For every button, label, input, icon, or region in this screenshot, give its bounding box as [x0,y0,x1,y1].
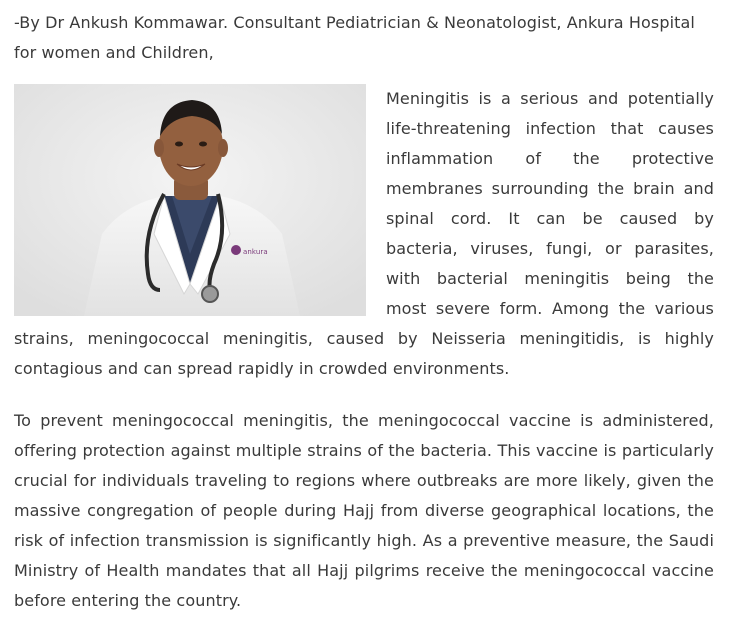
paragraph-1: Meningitis is a serious and potentially life-threatening infection that causes inflammation of the protective membranes surrounding the brain and spinal cord. It can be caused by bacteria, viruses, fungi, or parasites, with bacterial meningitis being the most severe form. Among the various strains, meningococcal meningitis, caused by Neisseria meningitidis, is highly contagious and can spread rapidly in crowded environments. [14,89,714,378]
coat-logo-text: ankura [243,248,268,256]
article-byline: -By Dr Ankush Kommawar. Consultant Pediatrician & Neonatologist, Ankura Hospital for women and Children, [14,13,695,62]
doctor-photo [14,84,366,316]
article [14,8,714,622]
paragraph-2: To prevent meningococcal meningitis, the meningococcal vaccine is administered, offering protection against multiple strains of the bacteria. This vaccine is particularly crucial for individuals traveling to regions where outbreaks are more likely, given the massive congregation of people during Hajj from diverse geographical locations, the risk of infection transmission is significantly high. As a preventive measure, the Saudi Ministry of Health mandates that all Hajj pilgrims receive the meningococcal vaccine before entering the country. [14,411,714,610]
